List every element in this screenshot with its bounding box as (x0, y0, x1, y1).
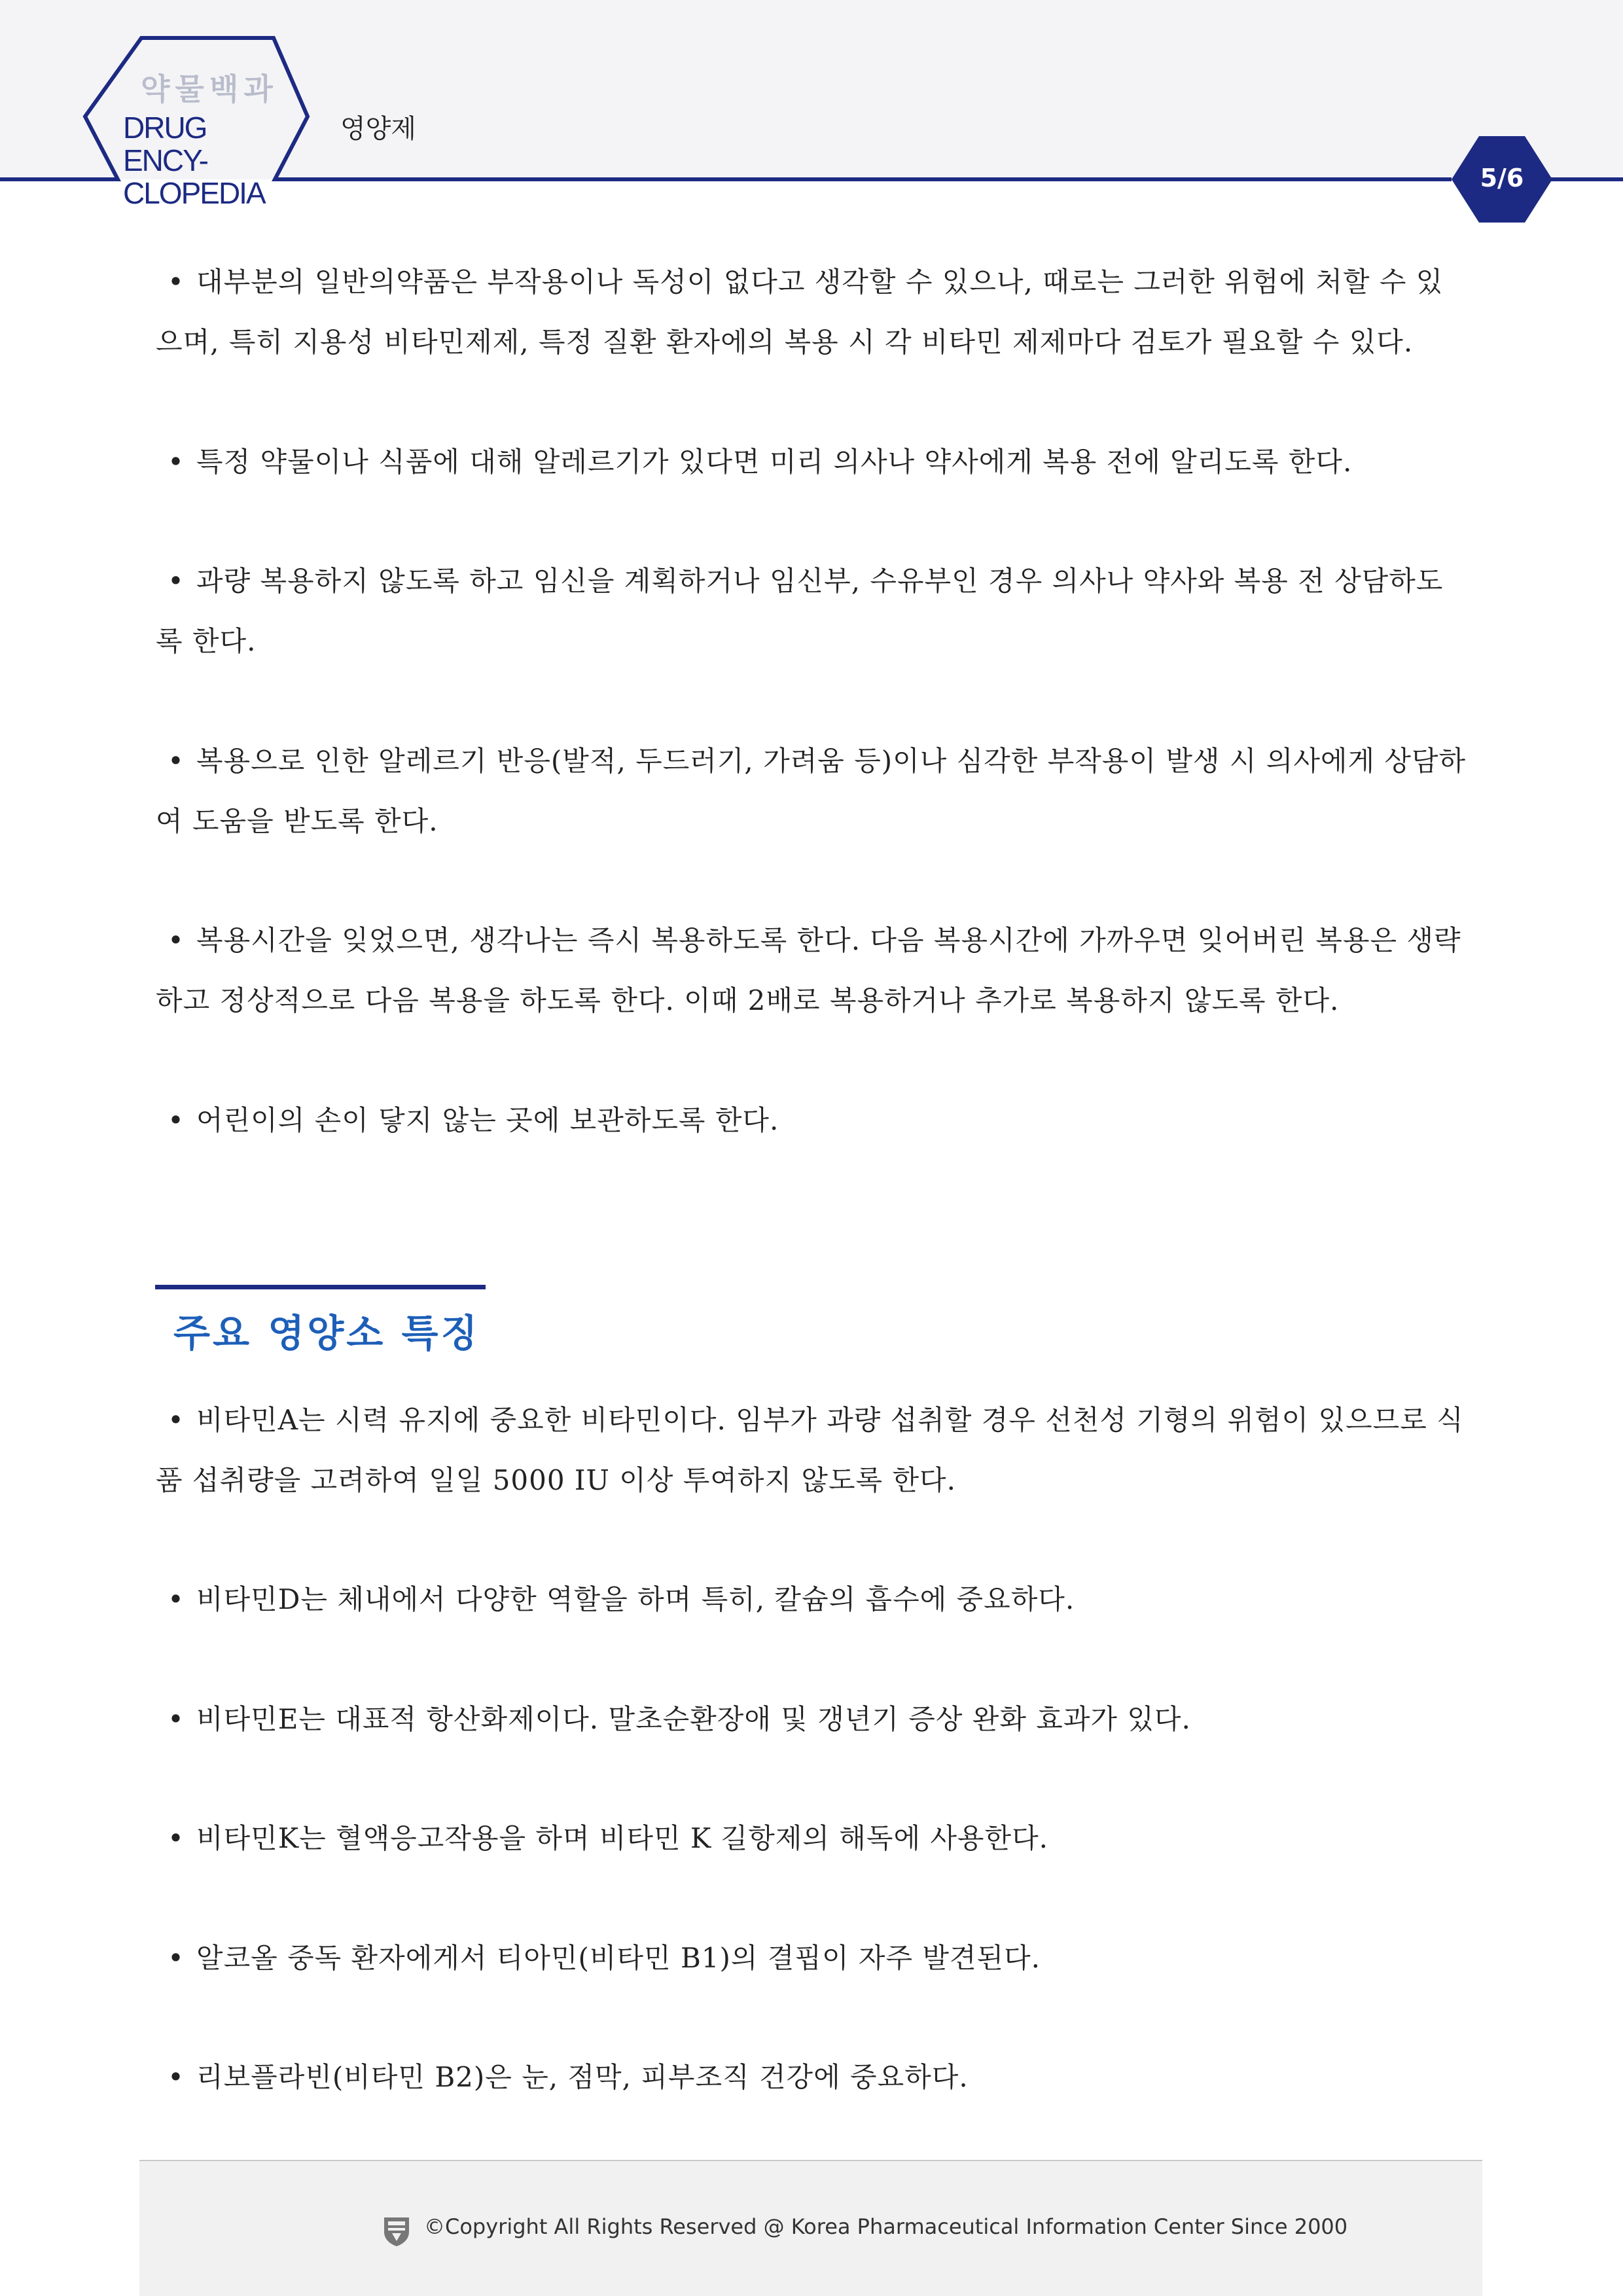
nutrient-item-5 (156, 1928, 1471, 1988)
caution-text: 특정 약물이나 식품에 대해 알레르기가 있다면 미리 의사나 약사에게 복용 전에 알리도록 한다. (196, 446, 1353, 478)
logo-english-line2: CLOPEDIA (123, 176, 265, 210)
caution-text-continued: 하고 정상적으로 다음 복용을 하도록 한다. 이때 2배로 복용하거나 추가로 복용하지 않도록 한다. (156, 984, 1340, 1016)
logo-english-line1: DRUG ENCY- (123, 111, 207, 177)
nutrient-item-4 (156, 1808, 1471, 1869)
bullet: • (168, 266, 185, 298)
document-title: 영양제 (340, 114, 416, 144)
caution-item-6 (156, 1090, 1471, 1151)
bullet: • (168, 924, 185, 956)
caution-text: 대부분의 일반의약품은 부작용이나 독성이 없다고 생각할 수 있으나, 때로는 그러한 위험에 처할 수 있 (196, 266, 1444, 298)
bullet: • (168, 1822, 185, 1854)
nutrient-item-2 (156, 1570, 1471, 1630)
section-title-rule (155, 1285, 486, 1289)
caution-item-2 (156, 432, 1471, 492)
footer-copyright: ©Copyright All Rights Reserved @ Korea Pharmaceutical Information Center Since 2000 (424, 2214, 1348, 2239)
nutrient-item-1 (156, 1390, 1471, 1511)
nutrient-text: 알코올 중독 환자에게서 티아민(비타민 B1)의 결핍이 자주 발견된다. (196, 1942, 1041, 1974)
bullet: • (168, 2061, 185, 2093)
caution-text: 과량 복용하지 않도록 하고 임신을 계획하거나 임신부, 수유부인 경우 의사나 약사와 복용 전 상담하도 (196, 565, 1444, 597)
nutrient-text: 비타민E는 대표적 항산화제이다. 말초순환장애 및 갱년기 증상 완화 효과가 있다. (196, 1703, 1191, 1735)
nutrient-text: 비타민K는 혈액응고작용을 하며 비타민 K 길항제의 해독에 사용한다. (196, 1822, 1049, 1854)
caution-item-4 (156, 731, 1471, 852)
nutrient-text: 비타민A는 시력 유지에 중요한 비타민이다. 임부가 과량 섭취할 경우 선천성 기형의 위험이 있으므로 식 (196, 1404, 1464, 1436)
logo-korean-text: 약물백과 (141, 71, 278, 107)
section-title: 주요 영양소 특징 (173, 1311, 480, 1355)
bullet: • (168, 1583, 185, 1615)
caution-text: 복용으로 인한 알레르기 반응(발적, 두드러기, 가려움 등)이나 심각한 부작용이 발생 시 의사에게 상담하 (196, 745, 1467, 777)
bullet: • (168, 1104, 185, 1136)
nutrient-item-6 (156, 2047, 1471, 2108)
bullet: • (168, 565, 185, 597)
caution-item-3 (156, 551, 1471, 672)
caution-item-1 (156, 252, 1471, 372)
caution-item-5 (156, 910, 1471, 1031)
bullet: • (168, 1404, 185, 1436)
bullet: • (168, 1942, 185, 1974)
nutrient-text: 비타민D는 체내에서 다양한 역할을 하며 특히, 칼슘의 흡수에 중요하다. (196, 1583, 1075, 1615)
page-number: 5/6 (1480, 164, 1524, 192)
kpic-shield-icon (382, 2214, 412, 2248)
caution-text: 복용시간을 잊었으면, 생각나는 즉시 복용하도록 한다. 다음 복용시간에 가까우면 잊어버린 복용은 생략 (196, 924, 1461, 956)
nutrient-text: 리보플라빈(비타민 B2)은 눈, 점막, 피부조직 건강에 중요하다. (196, 2061, 969, 2093)
caution-text-continued: 여 도움을 받도록 한다. (156, 805, 438, 837)
logo-english-text (123, 111, 293, 209)
caution-text-continued: 록 한다. (156, 625, 257, 657)
nutrient-item-3 (156, 1689, 1471, 1749)
caution-text: 어린이의 손이 닿지 않는 곳에 보관하도록 한다. (196, 1104, 779, 1136)
bullet: • (168, 745, 185, 777)
bullet: • (168, 446, 185, 478)
caution-text-continued: 으며, 특히 지용성 비타민제제, 특정 질환 환자에의 복용 시 각 비타민 제제마다 검토가 필요할 수 있다. (156, 326, 1414, 358)
bullet: • (168, 1703, 185, 1735)
nutrient-text-continued: 품 섭취량을 고려하여 일일 5000 IU 이상 투여하지 않도록 한다. (156, 1464, 956, 1496)
